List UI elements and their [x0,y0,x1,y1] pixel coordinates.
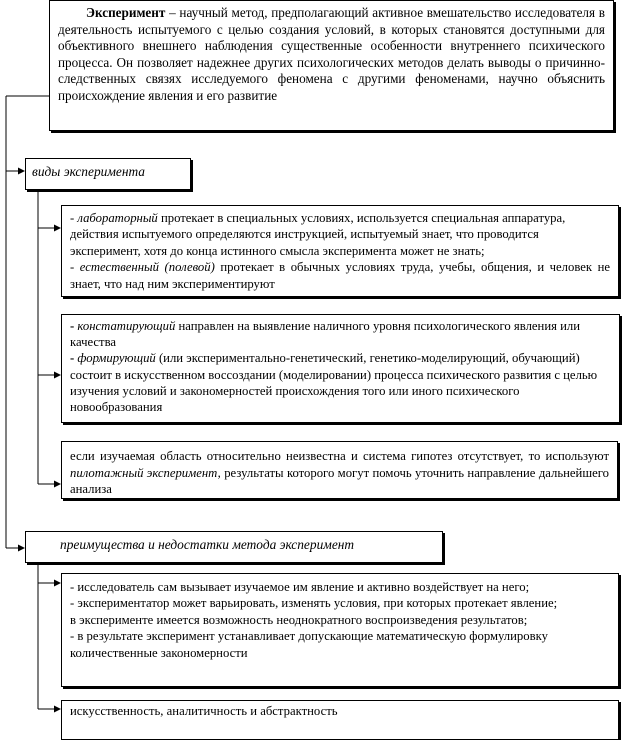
stating-text: направлен на выявление наличного уровня психологического явления или качества [70,319,581,350]
lab-text: протекает в специальных условиях, используется специальная аппаратура, действия испытуемого определяются инструкцией, испытуемый знает, что проводится эксперимент, хотя до конца истинного смысла эксперимента может не знать; [70,211,566,258]
definition-dash: – [165,5,180,20]
natural-alt: (полевой) [164,260,215,275]
forming-term: формирующий [77,351,156,366]
natural-term: естественный [79,260,159,275]
disadvantages-text: искусственность, аналитичность и абстрактность [70,704,338,718]
advantage-item: - исследователь сам вызывает изучаемое им явление и активно воздействует на него; [70,580,530,594]
disadvantages-box [61,700,619,740]
stating-prefix: - [70,319,78,333]
stating-forming-box [61,314,620,423]
pilot-after: результаты которого могут помочь уточнить направление дальнейшего анализа [70,465,609,497]
definition-box [49,0,614,131]
pilot-before: если изучаемая область относительно неизвестна и система гипотез отсутствует, то используют [70,449,609,463]
stating-term: констатирующий [77,319,176,333]
natural-text: протекает в обычных условиях труда, учебы, общения, и человек не знает, что над ним экспериментируют [70,260,611,291]
advantage-item: - в результате эксперимент устанавливает допускающие математическую формулировку количественные закономерности [70,629,548,660]
advantage-item: в эксперименте имеется возможность неоднократного воспроизведения результатов; [70,612,528,627]
definition-term: Эксперимент [86,5,166,20]
types-heading: виды эксперимента [25,158,191,190]
advantage-item: - экспериментатор может варьировать, изменять условия, при которых протекает явление; [70,596,558,611]
pilot-box [61,441,618,499]
natural-prefix: - [70,260,80,275]
lab-term: лабораторный [77,211,158,225]
pilot-term: пилотажный эксперимент, [70,465,221,480]
advantages-box [61,573,619,687]
forming-text: (или экспериментально-генетический, генетико-моделирующий, обучающий) состоит в искусственном воссоздании (моделировании) процесса психического развития с целью изучения условий и закономерностей происхождения того или иного психического новообразования [70,351,598,415]
forming-prefix: - [70,351,78,366]
pros-cons-heading: преимущества и недостатки метода эксперимент [25,531,443,563]
lab-natural-box [61,205,619,297]
definition-text: научный метод, предполагающий активное вмешательство исследователя в деятельность испытуемого с целью создания условий, в которых становятся доступными для объективного внешнего наблюдения существенные особенности внутреннего психического процесса. Он позволяет надежнее других психологических методов делать выводы о причинно-следственных связях исследуемого феномена с другими феноменами, научно объяснить происхождение явления и его развитие [58,5,606,103]
lab-prefix: - [70,211,78,225]
